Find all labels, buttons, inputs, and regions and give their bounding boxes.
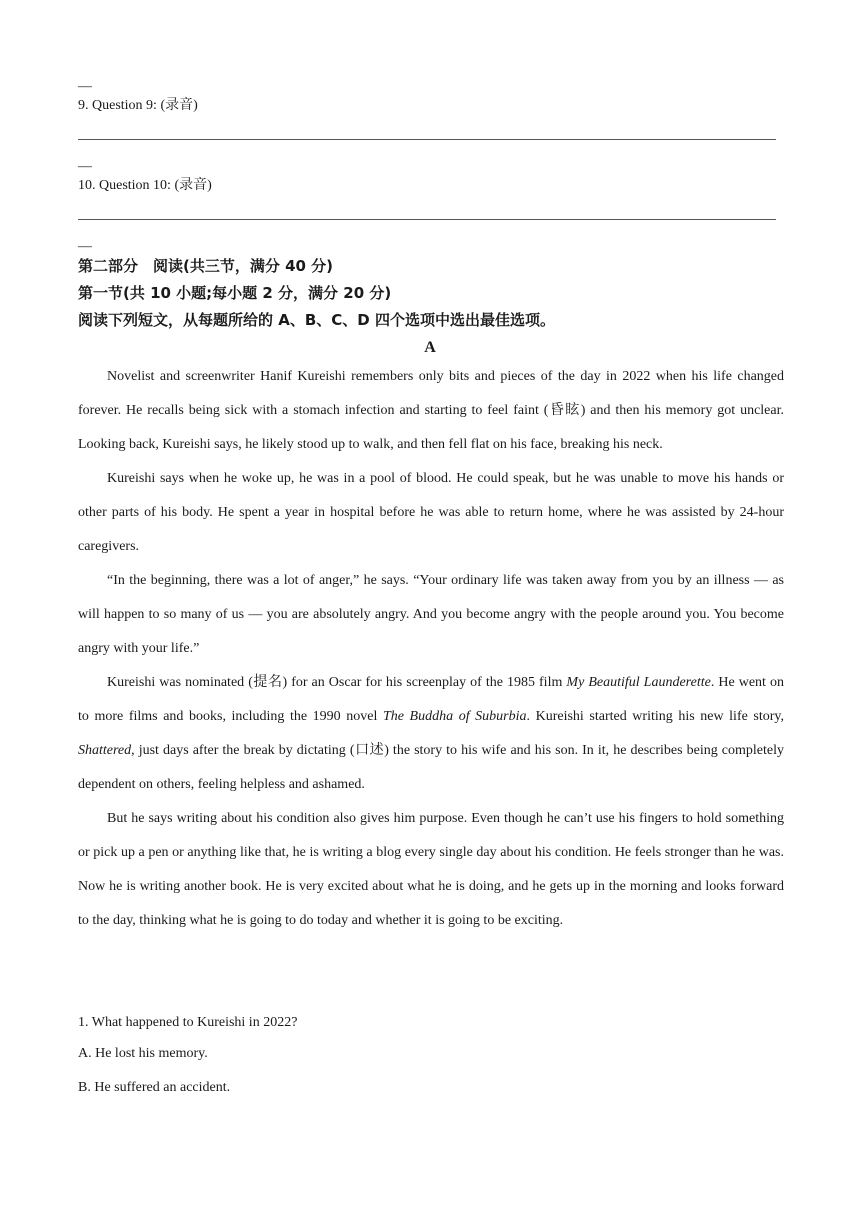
paragraph-5: But he says writing about his condition also gives him purpose. Even though he can’t use his fingers to hold something or pick up a pen or anything like that, he is writing a blog every single day about his condition. He feels stronger than he was. Now he is writing another book. He is very excited about what he is doing, and he gets up in the morning and looks forward to the day, thinking what he is going to do today and whether it is going to be exciting. xyxy=(78,811,784,928)
paragraph-4-text-1: Kureishi was nominated (提名) for an Oscar for his screenplay of the 1985 film xyxy=(107,675,567,690)
answer-line-9-tail: — xyxy=(78,159,92,174)
paragraph-2: Kureishi says when he woke up, he was in a pool of blood. He could speak, but he was unable to move his hands or other parts of his body. He spent a year in hospital before he was able to return home, where he was assisted by 24-hour caregivers. xyxy=(78,471,784,554)
listening-question-10: 10. Question 10: (录音) xyxy=(78,178,212,193)
paragraph-4-text-3: . Kureishi started writing his new life story, xyxy=(526,709,785,724)
instructions: 阅读下列短文，从每题所给的 A、B、C、D 四个选项中选出最佳选项。 xyxy=(78,311,555,329)
subsection-title: 第一节(共 10 小题;每小题 2 分，满分 20 分) xyxy=(78,284,392,302)
passage-body xyxy=(78,360,784,938)
paragraph-4-text-4: , just days after the break by dictating (口述) the story to his wife and his son. In it, he describes being completely dependent on others, feeling helpless and ashamed. xyxy=(78,743,784,792)
passage-label: A xyxy=(424,339,436,356)
paragraph-4-text-2: . He went on to more films and books, including the 1990 novel xyxy=(78,675,784,724)
answer-line-10[interactable] xyxy=(78,219,776,220)
question-1-stem: 1. What happened to Kureishi in 2022? xyxy=(78,1015,298,1030)
question-1-option-b[interactable]: B. He suffered an accident. xyxy=(78,1080,231,1095)
listening-question-9: 9. Question 9: (录音) xyxy=(78,98,198,113)
book-title: Shattered xyxy=(78,743,132,758)
question-1-option-a[interactable]: A. He lost his memory. xyxy=(78,1046,208,1061)
paragraph-3: “In the beginning, there was a lot of anger,” he says. “Your ordinary life was taken away from you by an illness — as will happen to so many of us — you are absolutely angry. And you become angry with the people around you. You become angry with your life.” xyxy=(78,573,784,656)
answer-line-tail: — xyxy=(78,79,92,94)
novel-title: The Buddha of Suburbia xyxy=(382,709,527,724)
paragraph-4 xyxy=(78,666,784,802)
paragraph-1: Novelist and screenwriter Hanif Kureishi remembers only bits and pieces of the day in 2022 when his life changed forever. He recalls being sick with a stomach infection and starting to feel faint (昏眩) and then his memory got unclear. Looking back, Kureishi says, he likely stood up to walk, and then fell flat on his face, breaking his neck. xyxy=(78,369,784,452)
answer-line-10-tail: — xyxy=(78,239,92,254)
film-title: My Beautiful Launderette xyxy=(566,675,711,690)
answer-line-9[interactable] xyxy=(78,139,776,140)
part-title: 第二部分 阅读(共三节，满分 40 分) xyxy=(78,257,334,275)
